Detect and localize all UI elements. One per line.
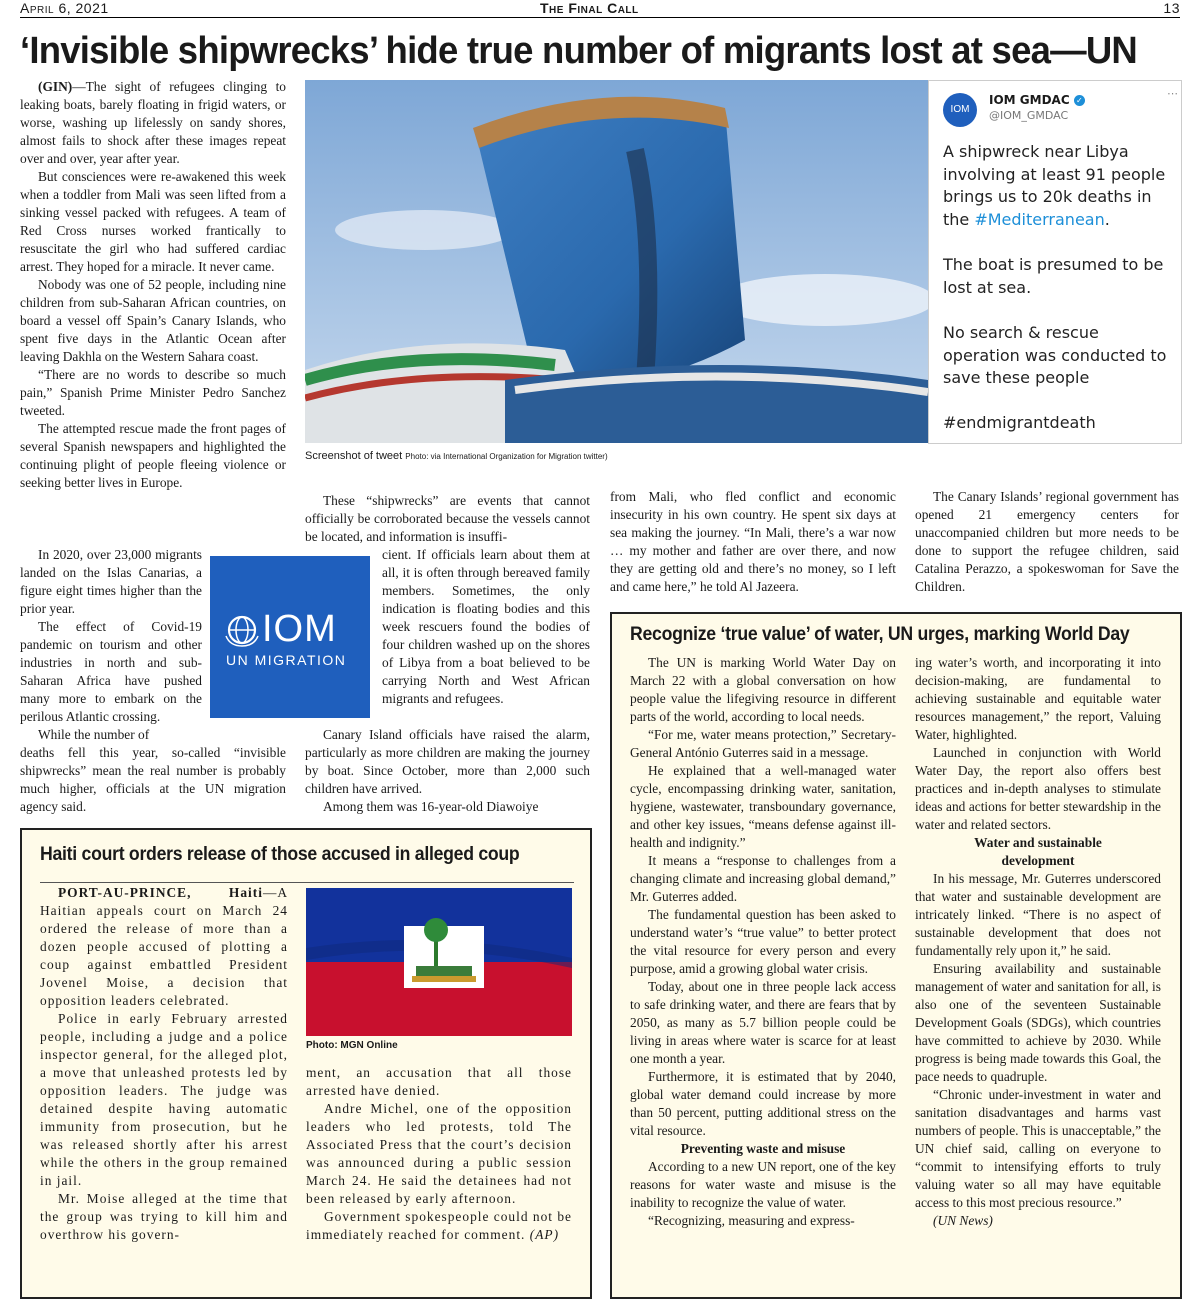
paragraph: While the number of (38, 727, 150, 742)
haiti-column-2 (306, 1064, 572, 1244)
page-number: 13 (1163, 0, 1180, 16)
paragraph: In his message, Mr. Guterres underscored that water and sustainable development are intricately linked. “There is no aspect of sustainable development that does not fundamentally rely upon it,” he said. (915, 871, 1161, 958)
main-column-1-tail (20, 744, 286, 816)
paragraph: ment, an accusation that all those arrested have denied. (306, 1065, 572, 1098)
main-column-2-wrap (382, 546, 590, 708)
paragraph: But consciences were re-awakened this week when a toddler from Mali was seen lifted from a sinking vessel packed with refugees. A team of Red Cross nurses worked frantically to resuscitate the girl who had suffered cardiac arrest. They hoped for a miracle. It never came. (20, 169, 286, 274)
tweet-avatar: IOM (943, 93, 977, 127)
paragraph: He explained that a well-managed water cycle, encompassing drinking water, sanitation, hygiene, wastewater, transboundary governance, and other key issues, “means defense against ill-health and indignity.” (630, 763, 896, 850)
caption-text: Screenshot of tweet (305, 450, 403, 462)
paragraph: cient. If officials learn about them at all, it is often through bereaved family members. Sometimes, the only indication is floating bodies and this week rescuers found the bodies of four children washed up on the shores of Libya from a boat believed to be carrying North and West African migrants and refugees. (382, 547, 590, 706)
divider (40, 882, 574, 883)
haiti-column-1 (40, 884, 288, 1244)
paragraph: Launched in conjunction with World Water Day, the report also offers best practices and in-depth analyses to stimulate ideas and actions for better stewardship in the water and related sectors. (915, 745, 1161, 832)
main-column-2 (305, 492, 590, 546)
paragraph: The UN is marking World Water Day on March 22 with a global conversation on how people value the lifegiving resource in different parts of the world, according to local needs. (630, 655, 896, 724)
tweet-line: A shipwreck near Libya involving at least 91 people brings us to 20k deaths in the (943, 142, 1166, 229)
paragraph: Canary Island officials have raised the alarm, particularly as more children are making the journey by boat. Since October, more than 2,000 such children have arrived. (305, 727, 590, 796)
water-column-1 (630, 654, 896, 1230)
tweet-account (989, 93, 1085, 107)
paragraph: In 2020, over 23,000 migrants landed on the Islas Canarias, a figure eight times higher than the prior year. (20, 547, 202, 616)
iom-logo-name: IOM (262, 608, 337, 650)
paragraph: The effect of Covid-19 pandemic on tourism and other industries in north and sub-Saharan Africa have pushed many more to embark on the perilous Atlantic crossing. (20, 619, 202, 724)
verified-icon: ✓ (1074, 95, 1085, 106)
paragraph: —The sight of refugees clinging to leaking boats, barely floating in frigid waters, or worse, washing up lifelessly on sandy shores, almost fails to shock after these images repeat over and over, year after year. (20, 79, 286, 166)
paragraph: Ensuring availability and sustainable management of water and sanitation for all, is also one of the seventeen Sustainable Development Goals (SDGs), which countries have committed to achieve by 2030. While progress is being made towards this Goal, the pace needs to quadruple. (915, 961, 1161, 1084)
paragraph: “For me, water means protection,” Secretary-General António Guterres said in a message. (630, 727, 896, 760)
haiti-article-box (20, 828, 592, 1299)
paragraph: These “shipwrecks” are events that cannot officially be corroborated because the vessels cannot be located, and information is insuffi- (305, 493, 590, 544)
paragraph: Today, about one in three people lack access to safe drinking water, and there are fears that by 2050, as many as 5.7 billion people could be living in areas where water is scarce for at least one month a year. (630, 979, 896, 1066)
paragraph: The attempted rescue made the front pages of several Spanish newspapers and highlighted the continuing plight of people fleeing violence or seeking better lives in Europe. (20, 421, 286, 490)
water-column-2 (915, 654, 1161, 1230)
haiti-photo-credit: Photo: MGN Online (306, 1040, 398, 1051)
hashtag-link[interactable]: #endmigrantdeath (943, 413, 1096, 432)
main-column-1 (20, 78, 286, 492)
water-subhead-development: Water and sustainable development (974, 835, 1102, 868)
paragraph: Police in early February arrested people, including a judge and a police inspector general, for the alleged plot, a move that unleashed protests led by opposition leaders. The judge was detained despite having automatic immunity from prosecution, but he was released shortly after his arrest while the others in the group remained in jail. (40, 1011, 288, 1188)
main-column-4 (915, 488, 1179, 596)
paragraph: “Chronic under-investment in water and sanitation disadvantages and harms vast numbers of people. This is unacceptable,” the UN chief said, calling on everyone to “commit to intensifying efforts to truly valuing water so all may have equitable access to this most precious resource.” (915, 1087, 1161, 1210)
haiti-flag-photo (306, 888, 572, 1036)
paragraph: It means a “response to challenges from a changing climate and increasing global demand,” Mr. Guterres added. (630, 853, 896, 904)
water-subhead-waste: Preventing waste and misuse (680, 1141, 846, 1156)
water-headline: Recognize ‘true value’ of water, UN urges, marking World Day (630, 624, 1130, 645)
paragraph: According to a new UN report, one of the key reasons for water waste and misuse is the inability to recognize the value of water. (630, 1159, 896, 1210)
more-icon[interactable]: ⋯ (1167, 87, 1178, 100)
paragraph: “There are no words to describe so much pain,” Spanish Prime Minister Pedro Sanchez tweeted. (20, 367, 286, 418)
paragraph (306, 1208, 572, 1244)
hashtag-link[interactable]: #Mediterranean (974, 209, 1105, 229)
paragraph: Furthermore, it is estimated that by 2040, global water demand could increase by more than 50 percent, putting additional stress on the vital resource. (630, 1069, 896, 1138)
tweet-text-2: The boat is presumed to be lost at sea. (943, 255, 1164, 297)
paragraph: “Recognizing, measuring and express- (648, 1213, 855, 1228)
photo-credit: Photo: via International Organization for Migration twitter) (405, 452, 608, 461)
tweet-text-3: No search & rescue operation was conducted to save these people (943, 323, 1167, 387)
paragraph: Nobody was one of 52 people, including nine children from sub-Saharan African countries, on board a vessel off Spain’s Canary Islands, who spent five days in the Atlantic Ocean after leaving Dakhla on the Western Sahara coast. (20, 277, 286, 364)
paragraph: The fundamental question has been asked to understand water’s “true value” to better protect the vital resource for every person and every purpose, amid a growing global water crisis. (630, 907, 896, 976)
source-credit: (AP) (529, 1227, 560, 1242)
paragraph: —A Haitian appeals court on March 24 ordered the release of more than a dozen people accused of plotting a coup against embattled President Jovenel Moise, a decision that opposition leaders celebrated. (40, 885, 288, 1008)
tweet-handle: @IOM_GMDAC (989, 109, 1069, 122)
tweet-account-name: IOM GMDAC (989, 93, 1070, 107)
boat-photo (305, 80, 928, 443)
tweet-punct: . (1104, 209, 1110, 229)
paragraph-text: Government spokespeople could not be immediately reached for comment. (306, 1209, 572, 1242)
haiti-dateline: PORT-AU-PRINCE, Haiti (58, 885, 263, 900)
main-column-2-tail (305, 726, 590, 816)
water-article-box (610, 612, 1182, 1299)
dateline: (GIN) (38, 79, 73, 94)
main-column-3 (610, 488, 896, 596)
photo-caption (305, 450, 608, 462)
tweet-text-1 (943, 141, 1175, 231)
paragraph: ing water’s worth, and incorporating it into decision-making, are fundamental to achieving sustainable and equitable water resources management,” the report, Valuing Water, highlighted. (915, 655, 1161, 742)
paragraph: deaths fell this year, so-called “invisible shipwrecks” mean the real number is probably much higher, officials at the UN migration agency said. (20, 745, 286, 814)
haiti-headline: Haiti court orders release of those accused in alleged coup (40, 844, 520, 865)
paragraph: from Mali, who fled conflict and economic insecurity in his own country. He spent six days at sea making the journey. “In Mali, there’s a war now … my mother and father are over there, and now they are getting old and there’s no money, so I left and came here,” he told Al Jazeera. (610, 489, 896, 594)
publication-name: The Final Call (540, 0, 639, 16)
paragraph: The Canary Islands’ regional government has opened 21 emergency centers for unaccompanied children but more needs to be done to support the refugee children, said Catalina Perazzo, a spokeswoman for Save the Children. (915, 489, 1179, 594)
main-column-1-wrap (20, 546, 202, 744)
paragraph: Among them was 16-year-old Diawoiye (323, 799, 539, 814)
paragraph: Andre Michel, one of the opposition leaders who led protests, told The Associated Press that the court’s decision was announced during a public session March 24. He said the detainees had not been released by early afternoon. (306, 1101, 572, 1206)
header-rule (20, 17, 1180, 18)
tweet-card (928, 80, 1182, 444)
iom-logo (210, 556, 370, 718)
paragraph: Mr. Moise alleged at the time that the group was trying to kill him and overthrow his govern- (40, 1191, 288, 1242)
iom-logo-tagline: UN MIGRATION (226, 652, 347, 668)
main-headline: ‘Invisible shipwrecks’ hide true number of migrants lost at sea—UN (20, 30, 1137, 72)
issue-date: April 6, 2021 (20, 0, 109, 16)
source-credit: (UN News) (933, 1213, 993, 1228)
